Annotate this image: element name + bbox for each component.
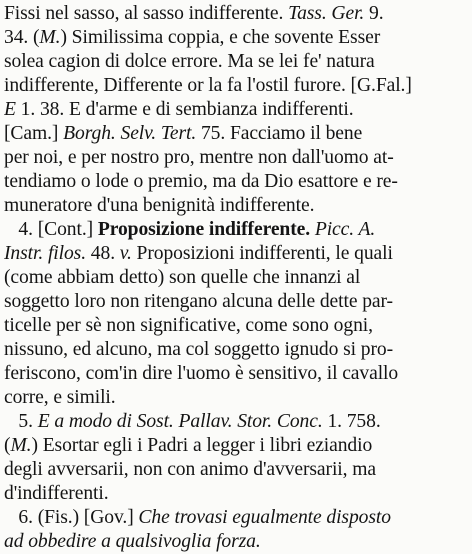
text-segment: ad obbedire a qualsivoglia forza. [4,531,261,552]
text-segment: ticelle per sè non significative, come sono ogni, [4,315,373,336]
text-segment: ) Similissima coppia, e che sovente Esser [60,27,381,48]
text-line [4,458,468,482]
text-segment: soggetto loro non ritengano alcuna delle dette par- [4,291,393,312]
text-line [4,314,468,338]
text-segment: Picc. A. [314,219,376,240]
text-segment: 5. [4,411,38,432]
text-line [4,290,468,314]
text-line [4,146,468,170]
text-segment: M. [10,435,32,456]
text-line [4,410,468,434]
text-segment: Tass. Ger. [288,3,365,24]
text-segment: d'indifferenti. [4,483,109,504]
text-segment: (come abbiam detto) son quelle che innanzi al [4,267,361,288]
text-line [4,218,468,242]
text-line [4,242,468,266]
text-segment: muneratore d'una benignità indifferente. [4,195,315,216]
text-segment: 4. [Cont.] [4,219,98,240]
text-line [4,2,468,26]
text-segment: 6. (Fis.) [Gov.] [4,507,139,528]
text-line [4,50,468,74]
text-segment: tendiamo o lode o premio, ma da Dio esattore e re- [4,171,398,192]
text-segment: per noi, e per nostro pro, mentre non dall'uomo at- [4,147,394,168]
text-line [4,362,468,386]
text-segment: Fissi nel sasso, al sasso indifferente. [4,3,289,24]
text-segment: solea cagion di dolce errore. Ma se lei fe' natura [4,51,375,72]
text-line [4,386,468,410]
text-segment: Borgh. Selv. Tert. [63,123,197,144]
text-line [4,530,468,554]
text-segment: nissuno, ed alcuno, ma col soggetto ignudo si pro- [4,339,393,360]
text-line [4,434,468,458]
text-segment: Instr. filos. [4,243,86,264]
text-line [4,266,468,290]
text-segment: M. [39,27,61,48]
text-segment: v. [119,243,132,264]
text-line [4,122,468,146]
text-segment: 34. ( [4,27,40,48]
text-segment: E a modo di Sost. Pallav. Stor. Conc. [37,411,323,432]
text-line [4,482,468,506]
text-segment: Che trovasi egualmente disposto [138,507,391,528]
text-segment: 75. Facciamo il bene [196,123,363,144]
text-line [4,170,468,194]
text-segment: corre, e simili. [4,387,116,408]
text-line [4,26,468,50]
text-segment: Proposizione indifferente. [97,219,311,240]
text-segment: ) Esortar egli i Padri a legger i libri eziandio [31,435,373,456]
text-segment: degli avversarii, non con animo d'avversarii, ma [4,459,376,480]
text-segment: [Cam.] [4,123,64,144]
text-line [4,506,468,530]
text-line [4,98,468,122]
text-line [4,194,468,218]
text-segment: 48. [86,243,120,264]
text-segment: 9. [364,3,384,24]
text-segment: 1. 758. [322,411,381,432]
dictionary-entry-text [4,2,468,554]
text-segment: ( [4,435,11,456]
text-line [4,338,468,362]
text-segment: feriscono, com'in dire l'uomo è sensitivo, il cavallo [4,363,399,384]
text-segment: indifferente, Differente or la fa l'ostil furore. [G.Fal.] [4,75,412,96]
text-segment: E [4,99,16,120]
text-segment: 1. 38. E d'arme e di sembianza indifferenti. [15,99,354,120]
text-line [4,74,468,98]
text-segment: Proposizioni indifferenti, le quali [131,243,393,264]
